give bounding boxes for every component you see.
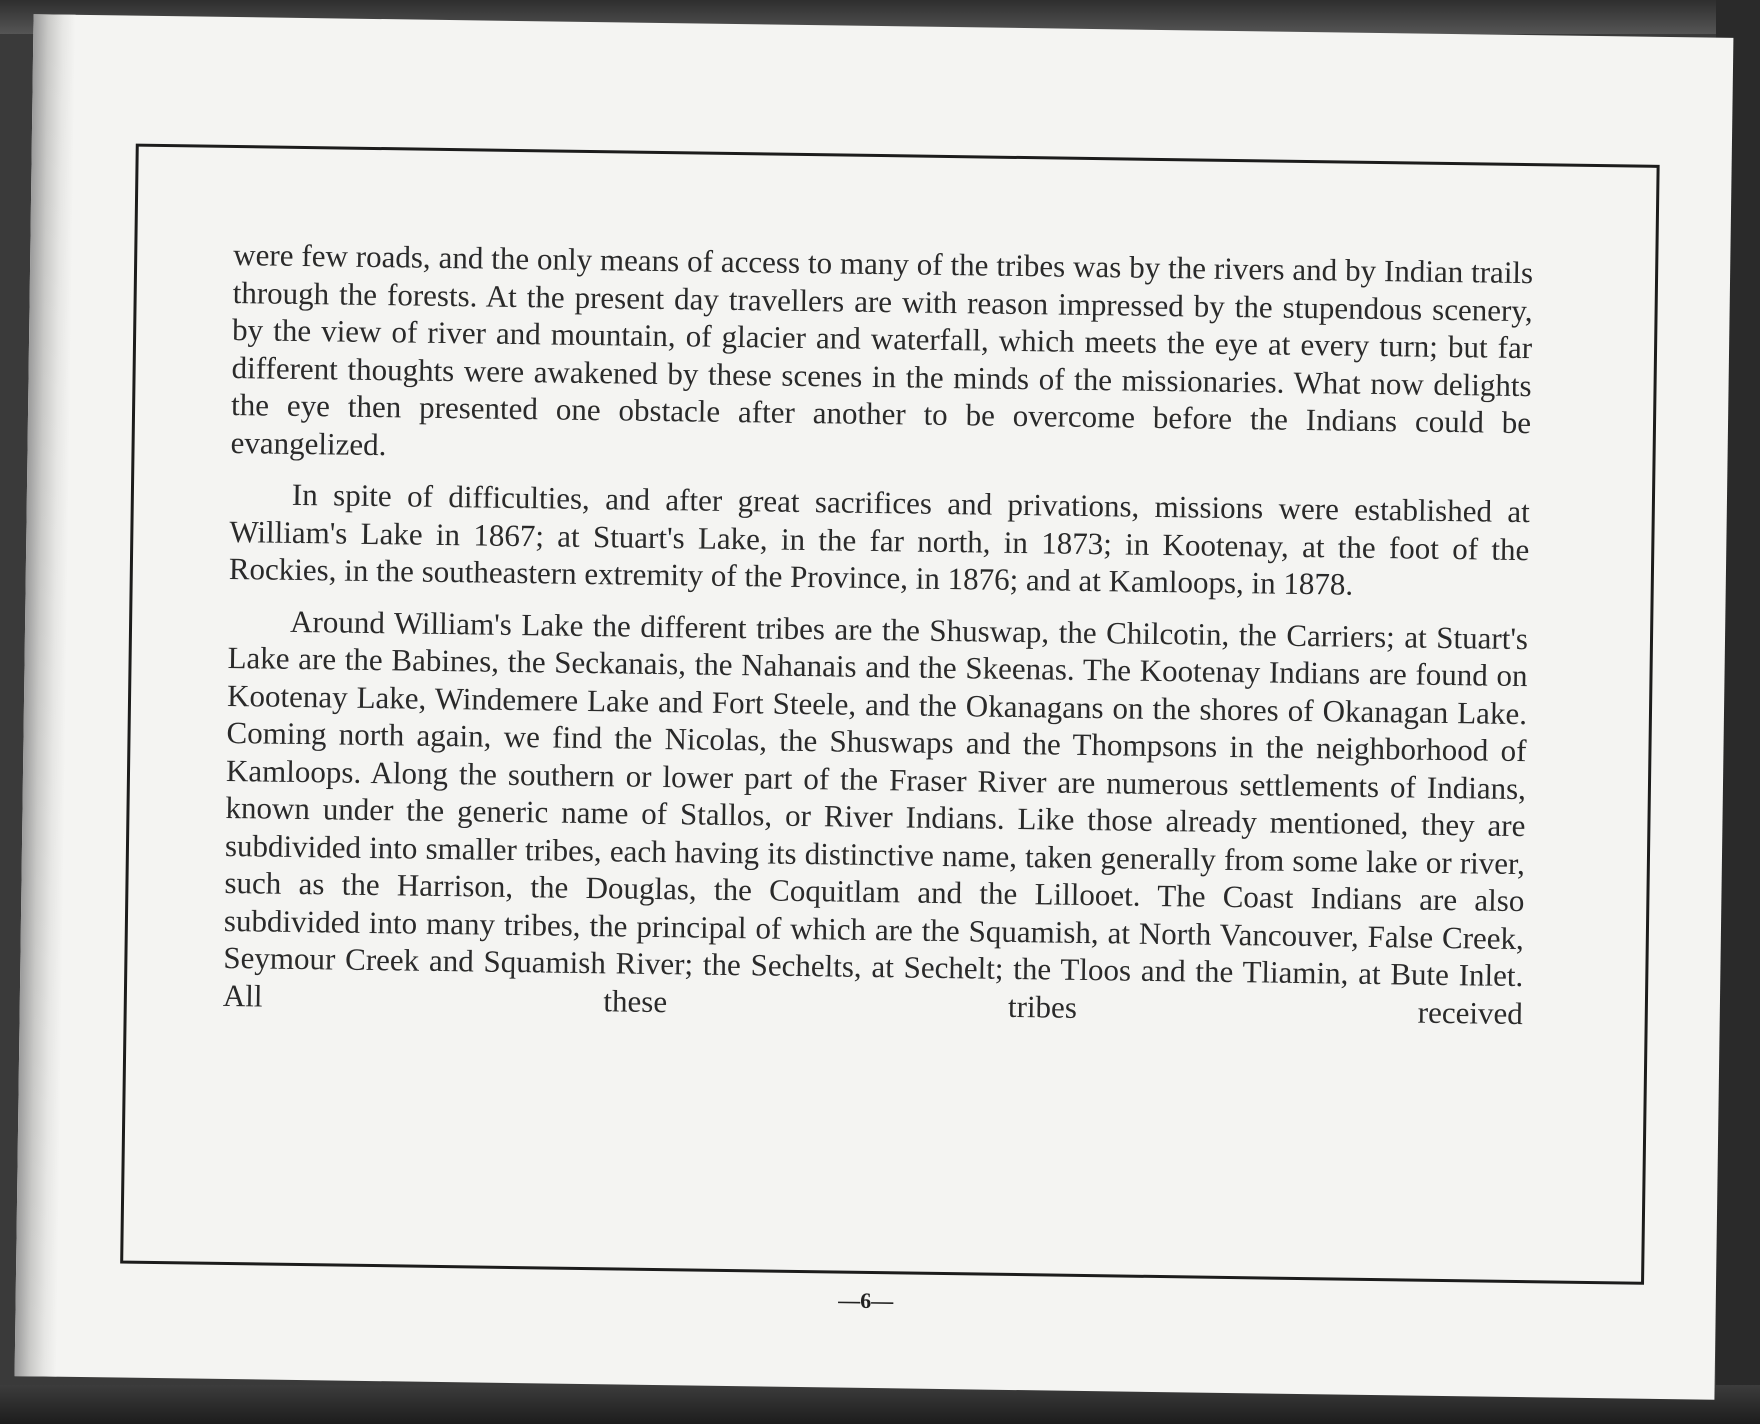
body-text <box>222 236 1533 1046</box>
page-border-frame <box>120 144 1659 1285</box>
page-number: —6— <box>838 1287 894 1314</box>
book-page <box>15 14 1734 1400</box>
book-spine-shadow <box>15 14 76 1376</box>
paragraph-3: Around William's Lake the different tribes are the Shuswap, the Chilcotin, the Carriers; at Stuart's Lake are the Babines, the Seckanais, the Nahanais and the Skeenas. The Kootenay Indians are found on Kootenay Lake, Windemere Lake and Fort Steele, and the Okanagans on the shores of Okanagan Lake. Coming north again, we find the Nicolas, the Shuswaps and the Thompsons in the neighborhood of Kamloops. Along the southern or lower part of the Fraser River are numerous settlements of Indians, known under the generic name of Stallos, or River Indians. Like those already mentioned, they are subdivided into smaller tribes, each having its distinctive name, taken generally from some lake or river, such as the Harrison, the Douglas, the Coquitlam and the Lillooet. The Coast Indians are also subdivided into many tribes, the principal of which are the Squamish, at North Vancouver, False Creek, Seymour Creek and Squamish River; the Sechelts, at Sechelt; the Tloos and the Tliamin, at Bute Inlet. All these tribes received <box>222 603 1529 1031</box>
paragraph-2: In spite of difficulties, and after great sacrifices and privations, missions were established at William's Lake in 1867; at Stuart's Lake, in the far north, in 1873; in Kootenay, at the foot of the Rockies, in the southeastern extremity of the Province, in 1876; and at Kamloops, in 1878. <box>228 476 1531 602</box>
paragraph-1: were few roads, and the only means of access to many of the tribes was by the rivers and by Indian trails through the forests. At the present day travellers are with reason impressed by the stupendous scenery, by the view of river and mountain, of glacier and waterfall, which meets the eye at every turn; but far different thoughts were awakened by these scenes in the minds of the missionaries. What now delights the eye then presented one obstacle after another to be overcome before the Indians could be evangelized. <box>230 237 1534 462</box>
